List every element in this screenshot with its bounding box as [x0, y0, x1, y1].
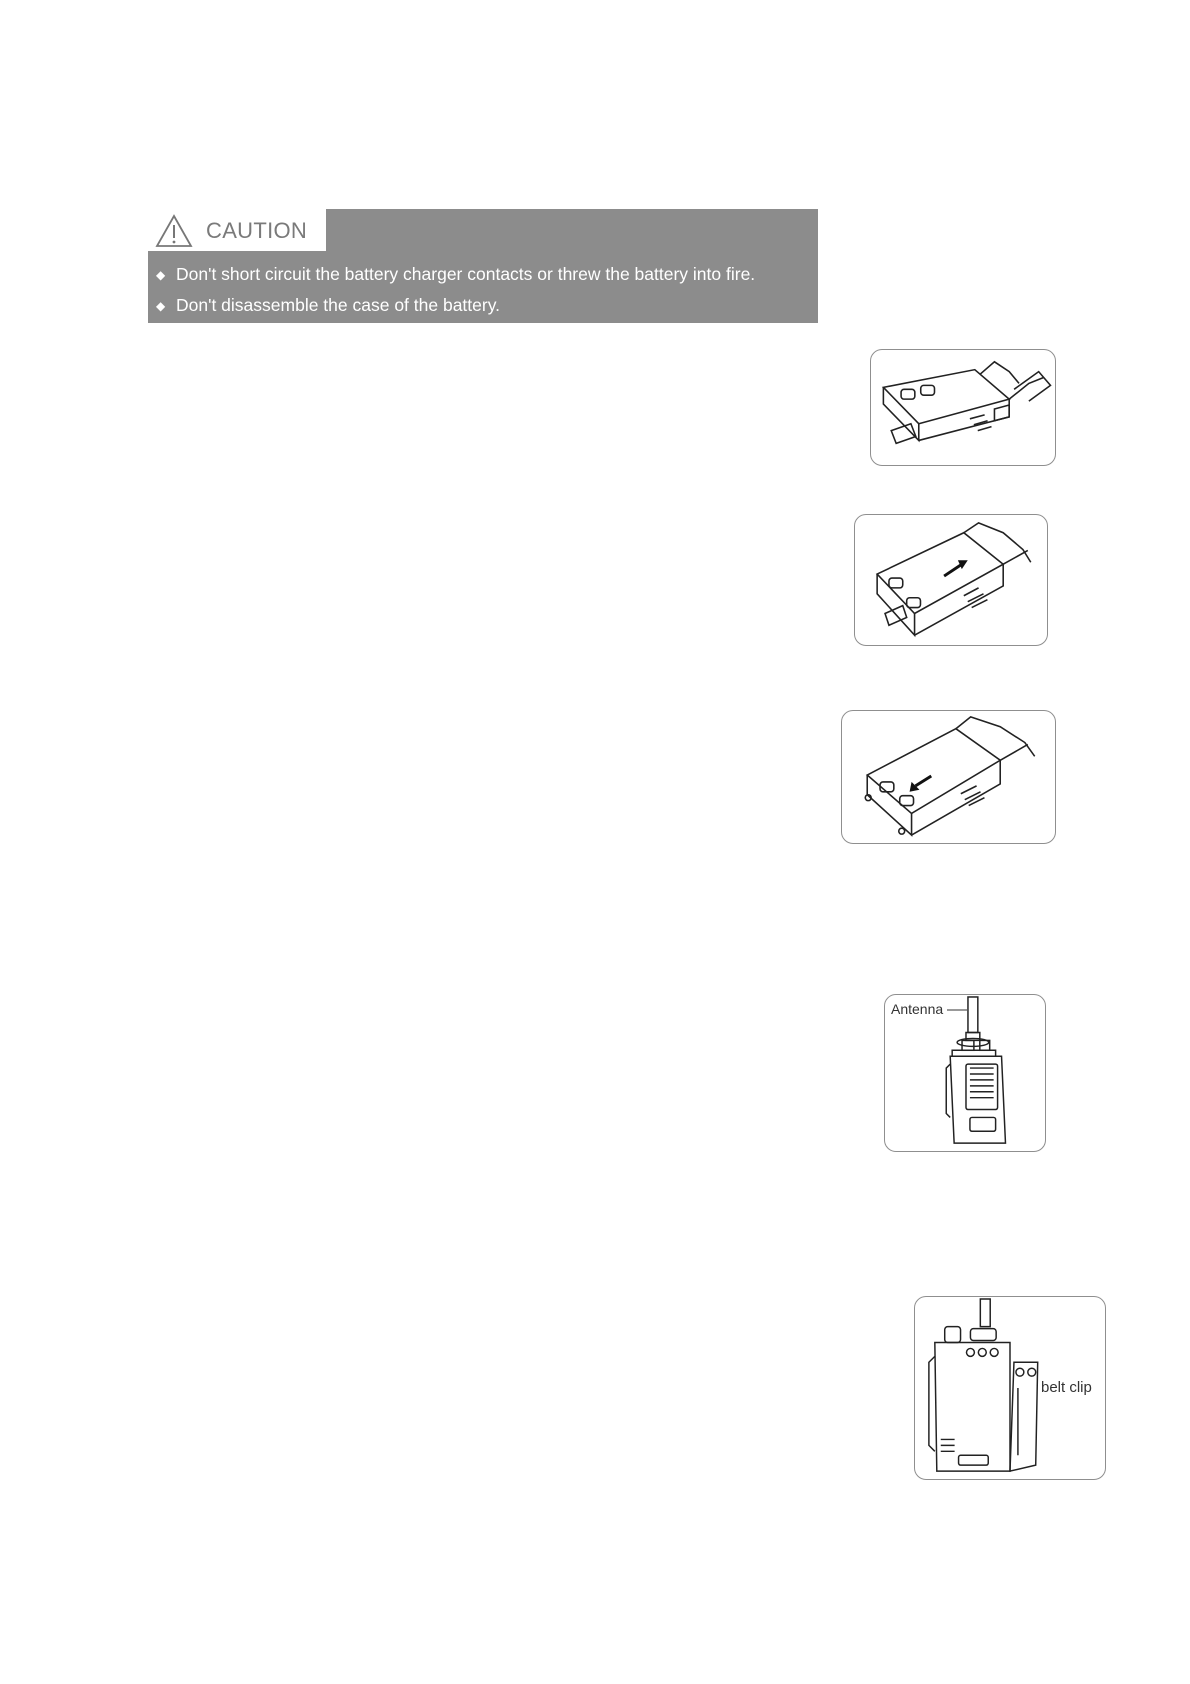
battery-remove-figure: [841, 710, 1056, 844]
battery-insert-figure: [854, 514, 1048, 646]
caution-title: CAUTION: [206, 218, 308, 243]
battery-attached-figure: [870, 349, 1056, 466]
warning-triangle-icon: [154, 213, 194, 249]
diamond-bullet-icon: ◆: [156, 299, 166, 313]
caution-item: ◆ Don't short circuit the battery charger contacts or threw the battery into fire.: [156, 259, 755, 290]
caution-header: [148, 209, 326, 251]
antenna-figure: [884, 994, 1046, 1152]
radio-battery-insert-illustration: [855, 515, 1047, 645]
belt-clip-figure: [914, 1296, 1106, 1480]
radio-battery-illustration: [871, 350, 1055, 465]
caution-item: ◆ Don't disassemble the case of the battery.: [156, 290, 755, 321]
diamond-bullet-icon: ◆: [156, 268, 166, 282]
radio-antenna-illustration: [885, 995, 1045, 1151]
leader-line-icon: [947, 1008, 967, 1012]
antenna-label: Antenna: [891, 1001, 944, 1017]
radio-battery-remove-illustration: [842, 711, 1055, 843]
caution-box: [148, 209, 818, 323]
caution-list: [156, 259, 755, 321]
belt-clip-label: belt clip: [1041, 1379, 1092, 1396]
